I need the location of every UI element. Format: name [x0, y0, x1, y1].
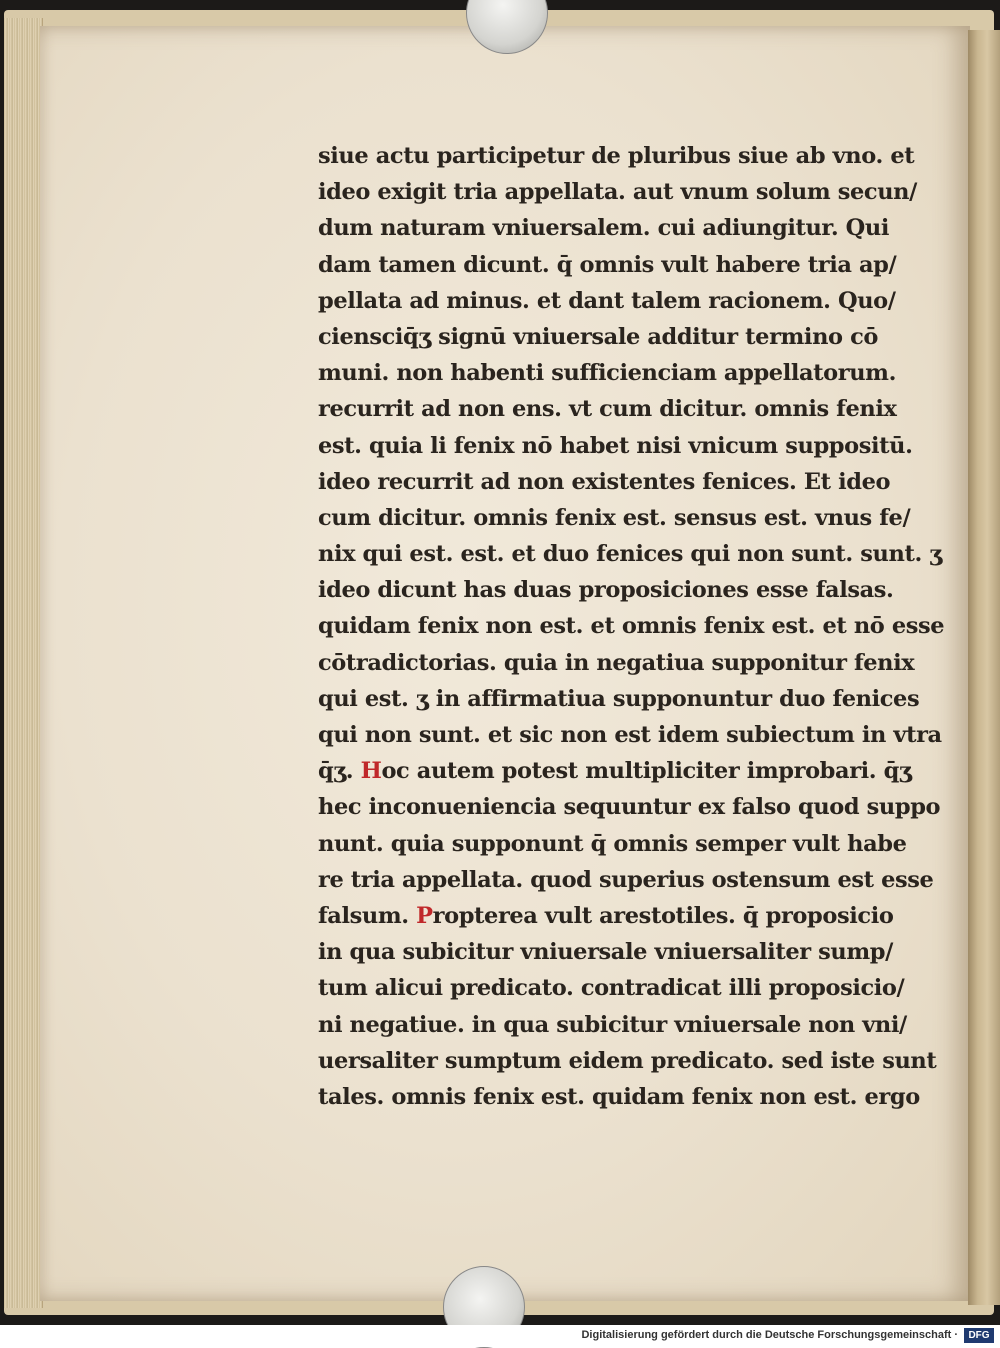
- text-line-1: siue actu participetur de pluribus siue ab vno. et: [318, 143, 915, 169]
- text-line-22: [318, 898, 894, 934]
- text-line-4: dam tamen dicunt. q̄ omnis vult habere tria ap/: [318, 251, 897, 278]
- text-line-7: muni. non habenti sufficienciam appellatorum.: [318, 360, 897, 387]
- text-line-6: ciensciq̄ʒ signū vniuersale additur termino cō: [318, 323, 878, 350]
- line-18-prefix: q̄ʒ.: [318, 758, 361, 785]
- text-line-24: tum alicui predicato. contradicat illi proposicio/: [318, 975, 905, 1002]
- dfg-credit-text: Digitalisierung gefördert durch die Deutsche Forschungsgemeinschaft ·: [581, 1329, 958, 1341]
- text-block: [318, 138, 945, 1115]
- line-22-rest: ropterea vult arestotiles. q̄ proposicio: [432, 902, 894, 929]
- footer-bar: [0, 1325, 1000, 1347]
- text-line-11: cum dicitur. omnis fenix est. sensus est. vnus fe/: [318, 504, 911, 531]
- text-line-12: nix qui est. est. et duo fenices qui non sunt. sunt. ʒ: [318, 541, 942, 568]
- text-line-23: in qua subicitur vniuersale vniuersaliter sump/: [318, 939, 893, 966]
- text-line-9: est. quia li fenix nō habet nisi vnicum suppositū.: [318, 432, 913, 459]
- line-22-prefix: falsum.: [318, 902, 417, 929]
- text-line-26: uersaliter sumptum eidem predicato. sed iste sunt: [318, 1047, 937, 1074]
- text-line-20: nunt. quia supponunt q̄ omnis semper vult habe: [318, 830, 907, 857]
- line-18-rest: oc autem potest multipliciter improbari. q̄ʒ: [381, 758, 912, 785]
- dfg-logo: DFG: [964, 1328, 994, 1343]
- text-line-14: quidam fenix non est. et omnis fenix est. et nō esse: [318, 613, 945, 640]
- text-line-17: qui non sunt. et sic non est idem subiectum in vtra: [318, 722, 942, 748]
- text-line-19: hec inconueniencia sequuntur ex falso quod suppo: [318, 794, 941, 821]
- text-line-21: re tria appellata. quod superius ostensum est esse: [318, 866, 934, 893]
- text-line-13: ideo dicunt has duas proposiciones esse falsas.: [318, 577, 894, 604]
- text-line-25: ni negatiue. in qua subicitur vniuersale non vni/: [318, 1011, 907, 1038]
- text-line-3: dum naturam vniuersalem. cui adiungitur. Qui: [318, 215, 889, 242]
- text-line-8: recurrit ad non ens. vt cum dicitur. omnis fenix: [318, 396, 897, 423]
- text-line-27: tales. omnis fenix est. quidam fenix non est. ergo: [318, 1083, 920, 1110]
- text-line-10: ideo recurrit ad non existentes fenices. Et ideo: [318, 468, 891, 495]
- rubricated-initial-h: H: [360, 758, 382, 785]
- page-edges-left: [4, 18, 43, 1308]
- rubricated-initial-p: P: [416, 902, 433, 929]
- text-line-5: pellata ad minus. et dant talem racionem. Quo/: [318, 287, 896, 314]
- text-line-16: qui est. ʒ in affirmatiua supponuntur duo fenices: [318, 685, 920, 712]
- text-line-18: [318, 753, 912, 789]
- page-edges-right: [968, 30, 1000, 1305]
- text-line-15: cōtradictorias. quia in negatiua supponitur fenix: [318, 649, 915, 676]
- text-line-2: ideo exigit tria appellata. aut vnum solum secun/: [318, 179, 917, 206]
